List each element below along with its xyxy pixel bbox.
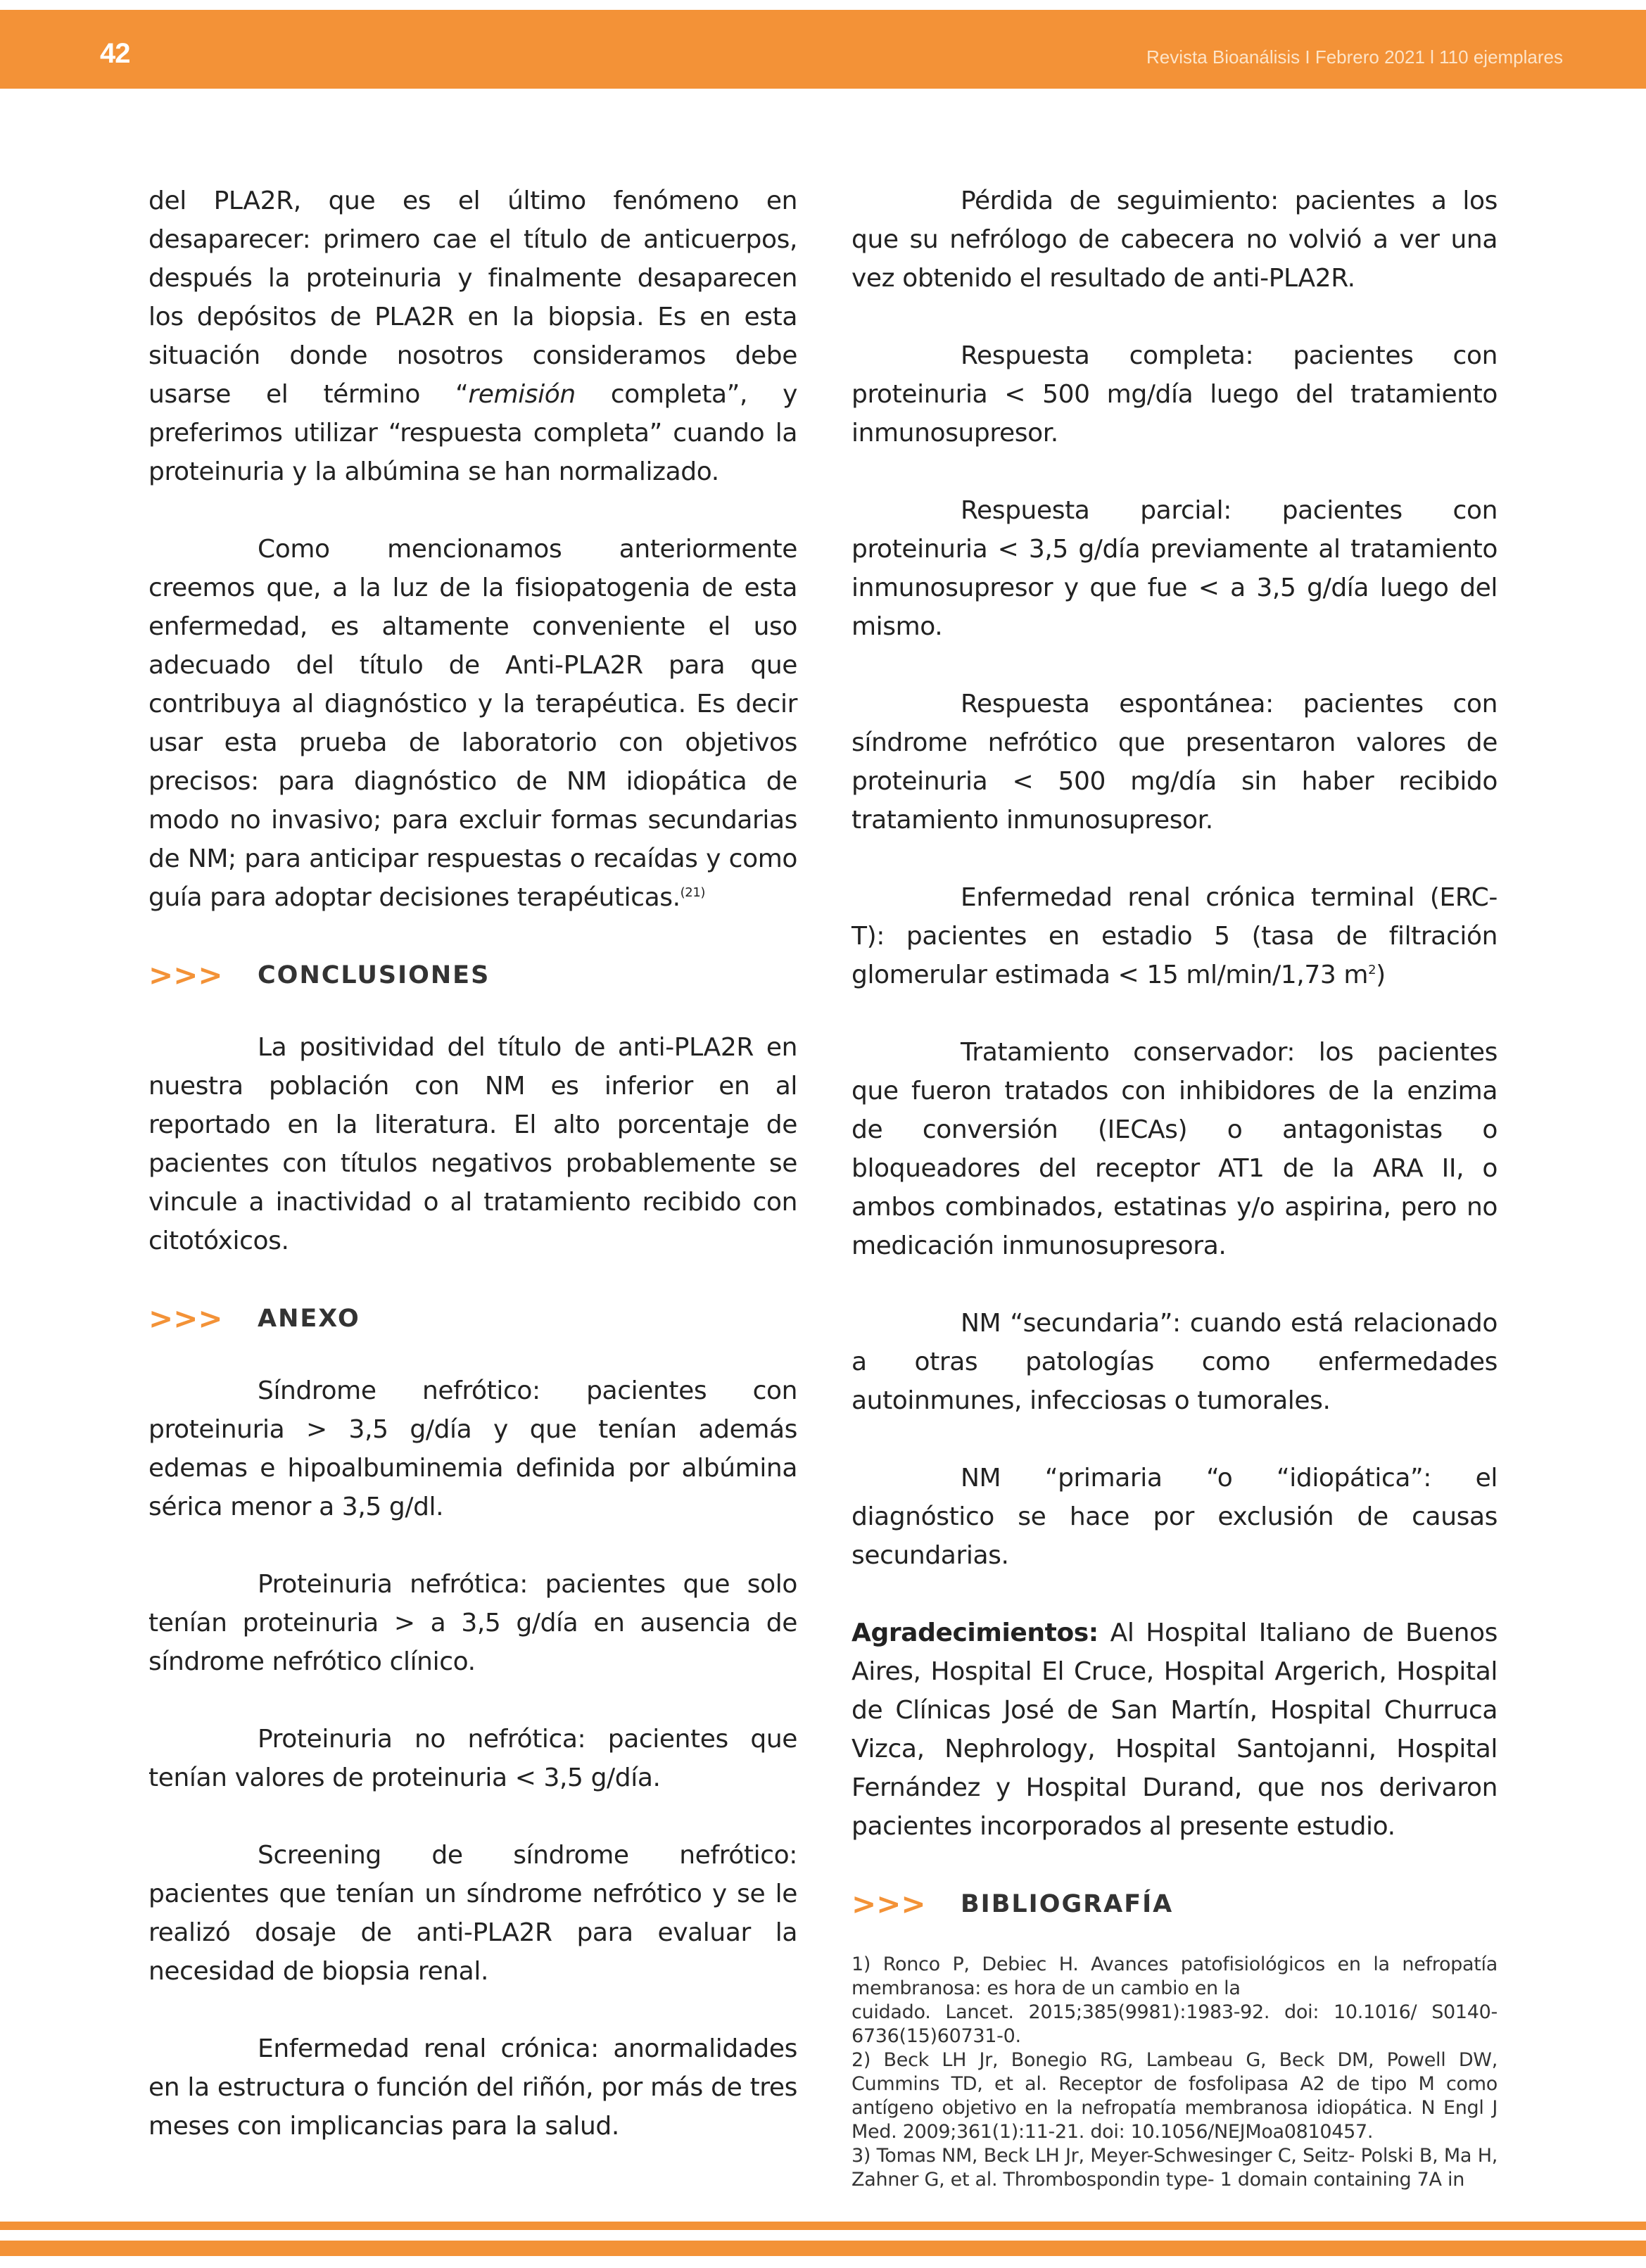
anexo-definition: Pérdida de seguimiento: pacientes a los que su nefrólogo de cabecera no volvió a ver una vez obtenido el resultado de anti-PLA2R.: [852, 186, 1498, 293]
paragraph-continuation: del PLA2R, que es el último fenómeno en desaparecer: primero cae el título de anticuerpos, después la proteinuria y finalmente desaparecen los depósitos de PLA2R en la biopsia. Es en esta situación donde nosotros consideramos debe usarse el término “remisión completa”, y preferimos utilizar “respuesta completa” cuando la proteinuria y la albúmina se han normalizado.: [148, 186, 797, 486]
anexo-definition: Síndrome nefrótico: pacientes con proteinuria > 3,5 g/día y que tenían además edemas e hipoalbuminemia definida por albúmina sérica menor a 3,5 g/dl.: [148, 1376, 797, 1521]
chevron-icon: >>>: [852, 1887, 926, 1921]
emphasis: remisión: [468, 380, 576, 409]
footer-line: [0, 2222, 1646, 2230]
anexo-definition: Respuesta espontánea: pacientes con síndrome nefrótico que presentaron valores de proteinuria < 500 mg/día sin haber recibido tratamiento inmunosupresor.: [852, 690, 1498, 835]
paragraph-conclusiones: La positividad del título de anti-PLA2R en nuestra población con NM es inferior en al reportado en la literatura. El alto porcentaje de pacientes con títulos negativos probablemente se vincule a inactividad o al tratamiento recibido con citotóxicos.: [148, 1033, 797, 1255]
footer-line: [0, 2241, 1646, 2256]
anexo-definition: NM “secundaria”: cuando está relacionado a otras patologías como enfermedades autoinmunes, infecciosas o tumorales.: [852, 1309, 1498, 1415]
superscript: 2: [1368, 963, 1376, 977]
section-heading-bibliografia: [852, 1884, 1498, 1923]
reference-item: 1) Ronco P, Debiec H. Avances patofisiológicos en la nefropatía membranosa: es hora de un cambio en la: [852, 1953, 1498, 1999]
chevron-icon: >>>: [148, 958, 223, 992]
reference-item: 2) Beck LH Jr, Bonegio RG, Lambeau G, Beck DM, Powell DW, Cummins TD, et al. Receptor de fosfolipasa A2 de tipo M como antígeno objetivo en la nefropatía membranosa idiopática. N Engl J Med. 2009;361(1):11-21. doi: 10.1056/NEJMoa0810457.: [852, 2049, 1498, 2143]
anexo-definition: Screening de síndrome nefrótico: pacientes que tenían un síndrome nefrótico y se le realizó dosaje de anti-PLA2R para evaluar la necesidad de biopsia renal.: [148, 1841, 797, 1986]
anexo-definition: NM “primaria “o “idiopática”: el diagnóstico se hace por exclusión de causas secundarias.: [852, 1464, 1498, 1570]
reference-list: [852, 1953, 1498, 2192]
acknowledgements: Agradecimientos: Al Hospital Italiano de Buenos Aires, Hospital El Cruce, Hospital Argerich, Hospital de Clínicas José de San Martín, Hospital Churruca Vizca, Nephrology, Hospital Santojanni, Hospital Fernández y Hospital Durand, que nos derivaron pacientes incorporados al presente estudio.: [852, 1618, 1498, 1841]
page-number: 42: [100, 38, 130, 69]
left-column: [148, 182, 797, 2184]
journal-info: Revista Bioanálisis I Febrero 2021 l 110 ejemplares: [1146, 46, 1563, 68]
heading-text: ANEXO: [258, 1304, 360, 1333]
anexo-definition: Tratamiento conservador: los pacientes que fueron tratados con inhibidores de la enzima de conversión (IECAs) o antagonistas o bloqueadores del receptor AT1 de la ARA II, o ambos combinados, estatinas y/o aspirina, pero no medicación inmunosupresora.: [852, 1038, 1498, 1260]
citation-ref: (21): [680, 885, 706, 900]
heading-text: CONCLUSIONES: [258, 961, 490, 989]
reference-item: 3) Tomas NM, Beck LH Jr, Meyer-Schwesinger C, Seitz- Polski B, Ma H, Zahner G, et al. Thrombospondin type- 1 domain containing 7A in: [852, 2145, 1498, 2191]
paragraph-discussion: Como mencionamos anteriormente creemos que, a la luz de la fisiopatogenia de esta enfermedad, es altamente conveniente el uso adecuado del título de Anti-PLA2R para que contribuya al diagnóstico y la terapéutica. Es decir usar esta prueba de laboratorio con objetivos precisos: para diagnóstico de NM idiopática de modo no invasivo; para excluir formas secundarias de NM; para anticipar respuestas o recaídas y como guía para adoptar decisiones terapéuticas.$^{(21)}$: [148, 535, 797, 912]
anexo-definition: Respuesta completa: pacientes con proteinuria < 500 mg/día luego del tratamiento inmunosupresor.: [852, 341, 1498, 448]
section-heading-conclusiones: [148, 956, 797, 994]
anexo-definition: Respuesta parcial: pacientes con proteinuria < 3,5 g/día previamente al tratamiento inmunosupresor y que fue < a 3,5 g/día luego del mismo.: [852, 496, 1498, 641]
right-column: [852, 182, 1498, 2192]
chevron-icon: >>>: [148, 1301, 223, 1336]
header-bar: [0, 10, 1646, 89]
heading-text: BIBLIOGRAFÍA: [961, 1889, 1174, 1918]
anexo-definition: Proteinuria no nefrótica: pacientes que tenían valores de proteinuria < 3,5 g/día.: [148, 1725, 797, 1792]
section-heading-anexo: [148, 1299, 797, 1338]
anexo-definition: Proteinuria nefrótica: pacientes que solo tenían proteinuria > a 3,5 g/día en ausencia de síndrome nefrótico clínico.: [148, 1570, 797, 1676]
reference-item: cuidado. Lancet. 2015;385(9981):1983-92. doi: 10.1016/ S0140-6736(15)60731-0.: [852, 2001, 1498, 2047]
acknowledgements-label: Agradecimientos:: [852, 1618, 1099, 1647]
anexo-definition: Enfermedad renal crónica terminal (ERC-T): pacientes en estadio 5 (tasa de filtración glomerular estimada < 15 ml/min/1,73 m$^2$): [852, 883, 1498, 989]
anexo-definition: Enfermedad renal crónica: anormalidades en la estructura o función del riñón, por más de tres meses con implicancias para la salud.: [148, 2034, 797, 2141]
